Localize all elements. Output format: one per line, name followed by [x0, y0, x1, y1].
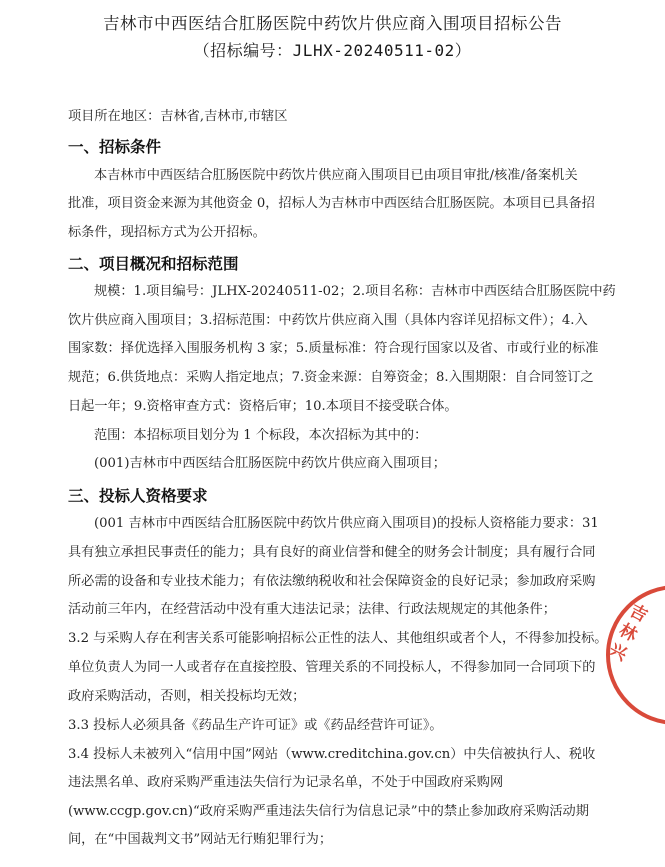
- section3-line: (www.ccgp.gov.cn)“政府采购严重违法失信行为信息记录”中的禁止参加政府采购活动期: [68, 804, 589, 819]
- section1-line: 标条件，现招标方式为公开招标。: [68, 225, 266, 240]
- section3-heading: 三、投标人资格要求: [68, 487, 208, 505]
- section3-line: 所必需的设备和专业技术能力；有依法缴纳税收和社会保障资金的良好记录；参加政府采购: [68, 574, 596, 589]
- section3-line: 违法黑名单、政府采购严重违法失信行为记录名单，不处于中国政府采购网: [68, 775, 504, 790]
- section2-line: 规范；6.供货地点：采购人指定地点；7.资金来源：自筹资金；8.入围期限：自合同签订之: [68, 370, 594, 385]
- section3-line: 3.2 与采购人存在利害关系可能影响招标公正性的法人、其他组织或者个人，不得参加投标。: [68, 631, 608, 646]
- section3-line: 单位负责人为同一人或者存在直接控股、管理关系的不同投标人，不得参加同一合同项下的: [68, 660, 596, 675]
- section2-line: 围家数：择优选择入围服务机构 3 家；5.质量标准：符合现行国家以及省、市或行业的标准: [68, 341, 599, 356]
- section3-line: 3.4 投标人未被列入“信用中国”网站（www.creditchina.gov.cn）中失信被执行人、税收: [68, 747, 596, 762]
- section2-line: (001)吉林市中西医结合肛肠医院中药饮片供应商入围项目；: [94, 456, 446, 471]
- project-location: 项目所在地区：吉林省,吉林市,市辖区: [68, 109, 288, 124]
- tender-number: （招标编号：JLHX-20240511-02）: [193, 41, 472, 60]
- section3-line: 间，在“中国裁判文书”网站无行贿犯罪行为；: [68, 832, 333, 847]
- section2-line: 日起一年；9.资格审查方式：资格后审；10.本项目不接受联合体。: [68, 399, 458, 414]
- seal-text: 吉林兴: [605, 600, 651, 666]
- section3-line: 具有独立承担民事责任的能力；具有良好的商业信誉和健全的财务会计制度；具有履行合同: [68, 545, 596, 560]
- section2-line: 范围：本招标项目划分为 1 个标段，本次招标为其中的：: [94, 428, 428, 443]
- section3-line: 3.3 投标人必须具备《药品生产许可证》或《药品经营许可证》。: [68, 718, 443, 733]
- section2-heading: 二、项目概况和招标范围: [68, 255, 239, 273]
- section2-line: 饮片供应商入围项目；3.招标范围：中药饮片供应商入围（具体内容详见招标文件）；4.入: [68, 313, 588, 328]
- section3-line: 政府采购活动，否则，相关投标均无效；: [68, 689, 306, 704]
- section3-line: (001 吉林市中西医结合肛肠医院中药饮片供应商入围项目)的投标人资格能力要求：31: [94, 516, 599, 531]
- document-title: 吉林市中西医结合肛肠医院中药饮片供应商入围项目招标公告: [103, 14, 562, 33]
- section2-line: 规模：1.项目编号：JLHX-20240511-02；2.项目名称：吉林市中西医结合肛肠医院中药: [94, 284, 616, 299]
- section1-heading: 一、招标条件: [68, 138, 162, 156]
- section1-line: 本吉林市中西医结合肛肠医院中药饮片供应商入围项目已由项目审批/核准/备案机关: [94, 168, 578, 183]
- section3-line: 活动前三年内，在经营活动中没有重大违法记录；法律、行政法规规定的其他条件；: [68, 602, 556, 617]
- section1-line: 批准，项目资金来源为其他资金 0，招标人为吉林市中西医结合肛肠医院。本项目已具备招: [68, 196, 595, 211]
